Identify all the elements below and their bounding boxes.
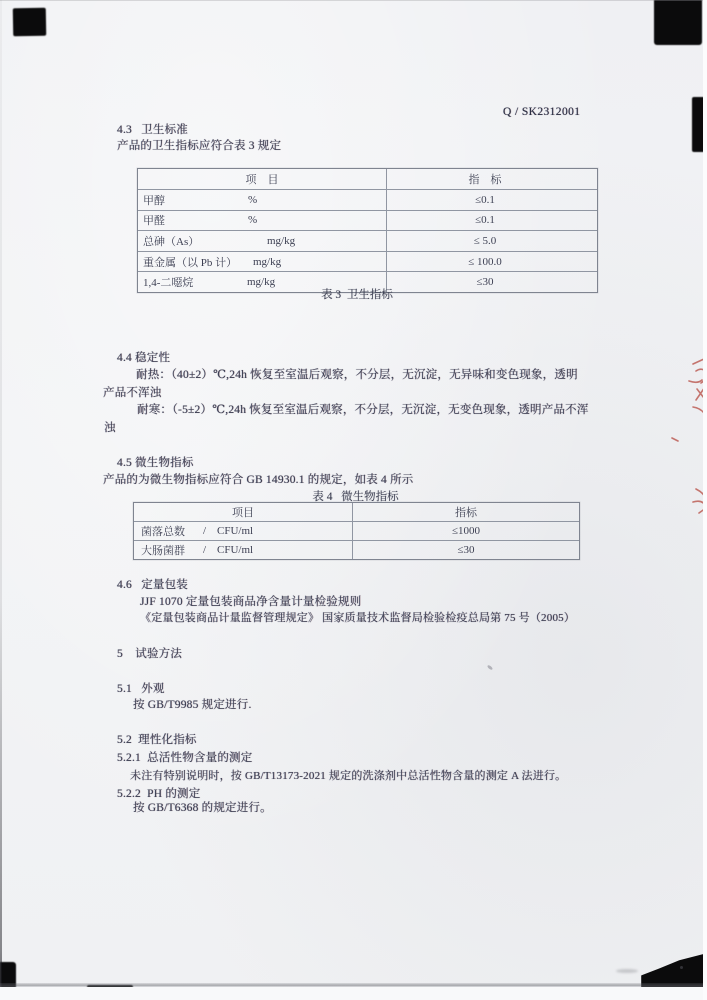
item-name: 菌落总数 (141, 526, 185, 538)
table-row (134, 541, 579, 559)
dust-speck (680, 966, 683, 969)
table-4-microbiological-indicators (133, 502, 580, 560)
section-5-1-body: 按 GB/T9985 规定进行. (133, 699, 252, 711)
item-unit: mg/kg (267, 234, 296, 247)
section-4-5-heading: 4.5 微生物指标 (117, 457, 194, 469)
table-4-header-item: 项目 (134, 503, 353, 521)
table-row (138, 190, 597, 211)
section-5-heading: 5 试验方法 (117, 648, 183, 660)
item-unit: mg/kg (253, 255, 282, 268)
table-row (138, 169, 597, 190)
section-4-4-line1: 耐热：（40±2）℃,24h 恢复至室温后观察，不分层，无沉淀，无异味和变色现象，透明 (136, 369, 578, 381)
table-row (138, 211, 597, 232)
section-4-5-body: 产品的为微生物指标应符合 GB 14930.1 的规定，如表 4 所示 (103, 474, 414, 486)
item-spec: ≤30 (457, 544, 475, 556)
section-4-4-line4: 浊 (104, 422, 116, 434)
section-4-6-line1: JJF 1070 定量包装商品净含量计量检验规则 (140, 596, 362, 608)
item-unit: mg/kg (247, 276, 276, 289)
section-5-2-heading: 5.2 理性化指标 (117, 734, 197, 746)
section-5-2-2-body: 按 GB/T6368 的规定进行。 (133, 802, 272, 814)
item-spec: ≤ 100.0 (468, 255, 502, 268)
item-spec: ≤0.1 (475, 214, 495, 227)
scan-artifact-top-left (13, 8, 46, 37)
section-4-4-heading: 4.4 稳定性 (117, 352, 171, 364)
doc-code: Q / SK2312001 (503, 106, 581, 118)
page-right-edge (703, 0, 707, 1000)
item-separator: / (203, 544, 207, 556)
table-3-header-spec: 指 标 (468, 174, 502, 186)
section-4-4-line3: 耐寒：（-5±2）℃,24h 恢复至室温后观察，不分层，无沉淀，无变色现象，透明产品不浑 (137, 404, 589, 416)
table-3-hygiene-indicators (137, 168, 598, 293)
section-4-4-line2: 产品不浑浊 (103, 387, 162, 399)
item-unit: % (248, 214, 258, 227)
section-5-2-1-body: 未注有特别说明时，按 GB/T13173-2021 规定的洗涤剂中总活性物含量的测定 A 法进行。 (130, 770, 567, 782)
item-spec: ≤0.1 (475, 193, 495, 206)
table-row (134, 503, 579, 522)
table-4-caption: 表 4 微生物指标 (312, 491, 399, 503)
table-3-caption: 表 3 卫生指标 (321, 289, 393, 301)
section-5-1-heading: 5.1 外观 (117, 683, 165, 695)
section-5-2-1-heading: 5.2.1 总活性物含量的测定 (117, 752, 253, 764)
item-name: 大肠菌群 (141, 545, 185, 557)
item-unit: CFU/ml (217, 544, 254, 556)
item-spec: ≤1000 (451, 525, 481, 537)
item-unit: % (248, 193, 258, 206)
dust-fleck (487, 664, 494, 670)
item-name: 甲醇 (143, 194, 165, 207)
item-name: 总砷（As） (143, 235, 200, 248)
page-left-edge (0, 0, 2, 1000)
table-3-header-item: 项 目 (138, 169, 387, 189)
section-4-6-line2: 《定量包装商品计量监督管理规定》 国家质量技术监督局检验检疫总局第 75 号（2005） (140, 612, 576, 624)
red-ink-marks (660, 355, 707, 525)
table-row (138, 252, 597, 273)
section-4-3-body: 产品的卫生指标应符合表 3 规定 (117, 140, 282, 152)
section-4-3-heading: 4.3 卫生标准 (117, 124, 188, 136)
scan-artifact-top-right (654, 0, 702, 45)
section-4-6-heading: 4.6 定量包装 (117, 579, 188, 591)
item-name: 甲醛 (143, 215, 165, 228)
item-separator: / (203, 525, 207, 537)
section-5-2-2-heading: 5.2.2 PH 的测定 (117, 788, 201, 800)
item-unit: CFU/ml (217, 525, 254, 537)
dust-smudge (616, 969, 638, 973)
table-row (138, 231, 597, 252)
page-top-edge (0, 0, 707, 1)
item-spec: ≤30 (476, 276, 494, 289)
item-name: 1,4-二噁烷 (143, 277, 194, 290)
table-row (134, 522, 579, 541)
item-name: 重金属（以 Pb 计） (143, 256, 238, 269)
item-spec: ≤ 5.0 (473, 234, 497, 247)
page-bottom-margin (0, 987, 707, 1000)
table-4-header-spec: 指标 (455, 507, 477, 519)
